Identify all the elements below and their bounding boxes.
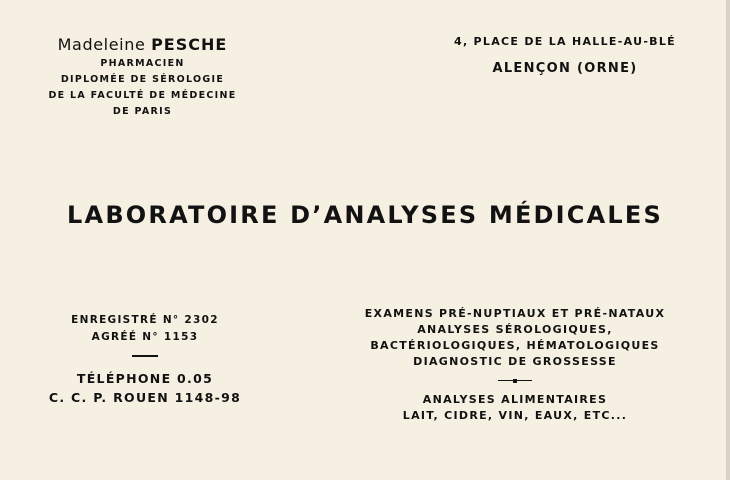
divider: [132, 355, 158, 357]
ornamental-divider: [498, 380, 532, 381]
pharmacist-title-line: DIPLOMÉE DE SÉROLOGIE: [60, 74, 225, 85]
food-analysis-title: ANALYSES ALIMENTAIRES: [422, 393, 608, 406]
pharmacist-title-line: DE LA FACULTÉ DE MÉDECINE: [48, 90, 237, 101]
approval-number: AGRÉÉ N° 1153: [91, 331, 199, 343]
pharmacist-title-line: DE PARIS: [112, 106, 173, 117]
street-address: 4, PLACE DE LA HALLE-AU-BLÉ: [454, 35, 676, 48]
pharmacist-name: [30, 34, 255, 56]
laboratory-heading: LABORATOIRE D’ANALYSES MÉDICALES: [67, 201, 663, 229]
service-line: EXAMENS PRÉ-NUPTIAUX ET PRÉ-NATAUX: [364, 307, 666, 320]
city: ALENÇON (ORNE): [492, 61, 638, 76]
pharmacist-last-name: PESCHE: [151, 35, 228, 54]
services-block: [340, 306, 690, 424]
registration-block: [40, 312, 250, 407]
telephone: TÉLÉPHONE 0.05: [76, 371, 214, 386]
pharmacist-block: [30, 34, 255, 120]
service-line: DIAGNOSTIC DE GROSSESSE: [413, 355, 617, 368]
postal-cheque-account: C. C. P. ROUEN 1148-98: [48, 390, 242, 405]
address-block: [440, 34, 690, 80]
food-analysis-items: LAIT, CIDRE, VIN, EAUX, ETC...: [402, 409, 628, 422]
pharmacist-title-line: PHARMACIEN: [100, 58, 185, 69]
pharmacist-first-name: Madeleine: [57, 35, 146, 54]
service-line: ANALYSES SÉROLOGIQUES,: [417, 323, 613, 336]
card-edge: [726, 0, 730, 480]
registration-number: ENREGISTRÉ N° 2302: [71, 314, 219, 326]
service-line: BACTÉRIOLOGIQUES, HÉMATOLOGIQUES: [370, 339, 660, 352]
